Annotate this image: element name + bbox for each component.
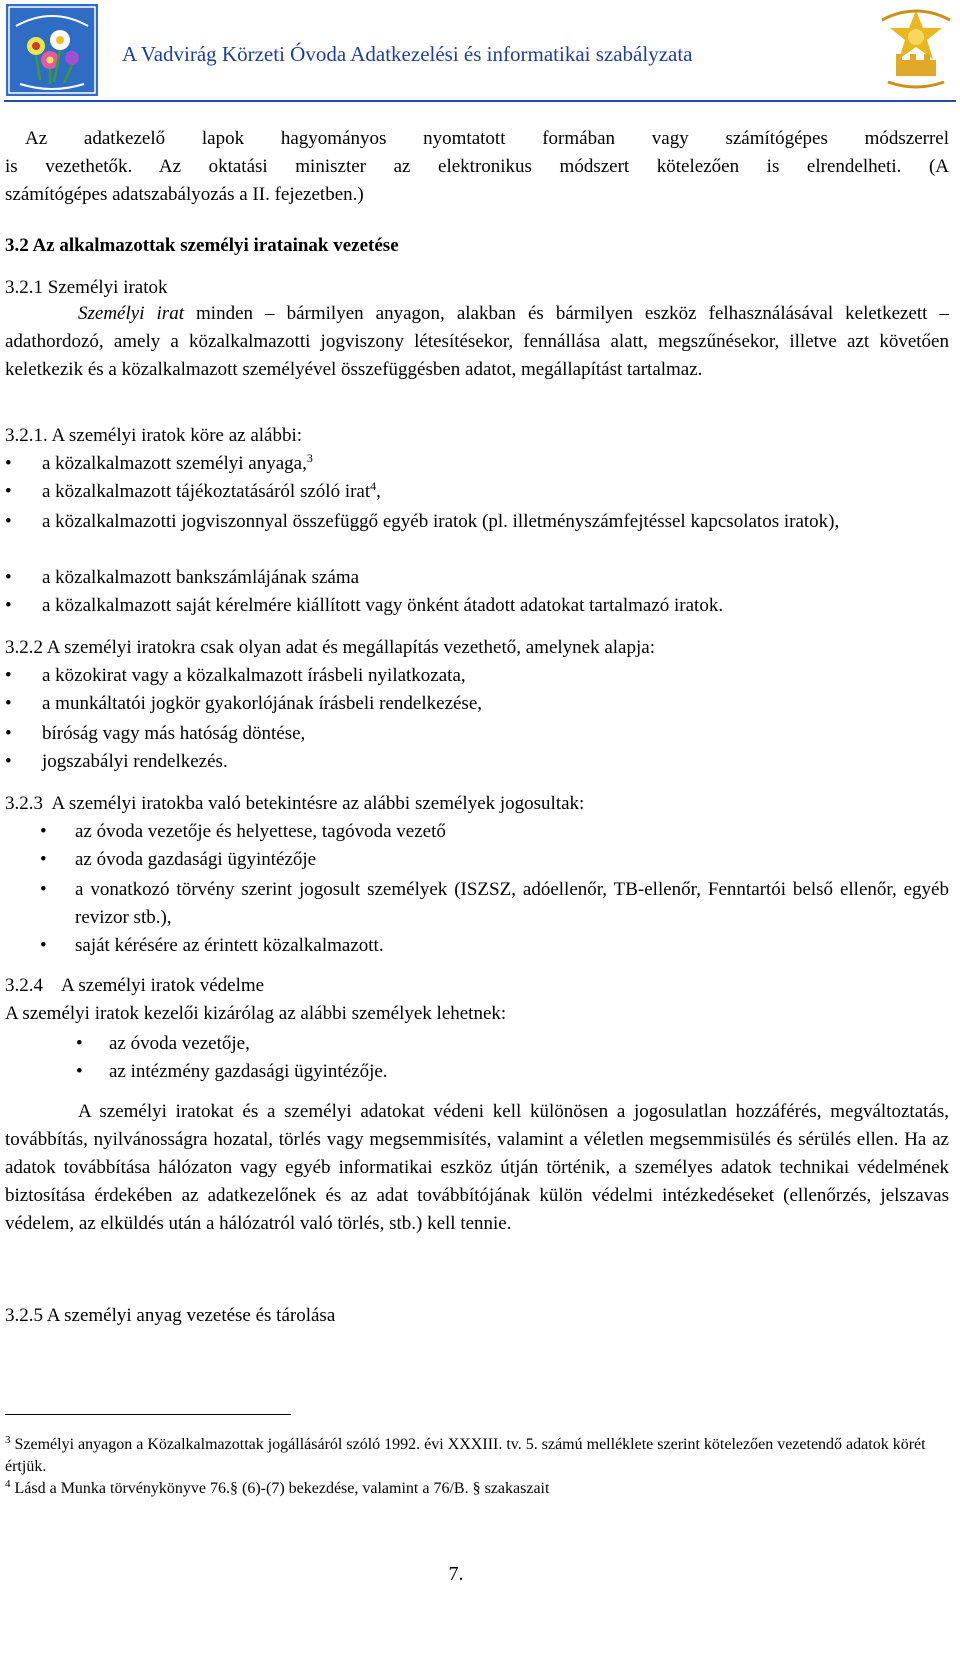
list-item-text: a közalkalmazott személyi anyaga,$^3$ (42, 451, 313, 474)
list-item-text: a vonatkozó törvény szerint jogosult személyek (ISZSZ, adóellenőr, TB-ellenőr, Fenntartói belső ellenőr, egyéb revizor stb.), (75, 879, 949, 928)
list-item (40, 846, 949, 874)
list-item (5, 690, 949, 718)
intro-line-1: Az adatkezelő lapok hagyományos nyomtatott formában vagy számítógépes módszerrel (25, 128, 949, 149)
bullet-icon: • (76, 1033, 83, 1054)
section-3-2-4-intro: A személyi iratok kezelői kizárólag az alábbi személyek lehetnek: (5, 1003, 507, 1024)
section-3-2-heading: 3.2 Az alkalmazottak személyi iratainak vezetése (5, 235, 399, 256)
list-item-text: a közokirat vagy a közalkalmazott írásbeli nyilatkozata, (42, 665, 466, 686)
section-3-2-1-paragraph (5, 300, 949, 384)
list-item (5, 592, 949, 620)
section-3-2-4-paragraph: A személyi iratokat és a személyi adatokat védeni kell különösen a jogosulatlan hozzáférés, megváltoztatás, továbbítás, nyilvánosságra hozatal, törlés vagy megsemmisítés, valamint a véletlen megsemmisülés és sérülés ellen. Ha az adatok továbbítása hálózaton vagy egyéb informatikai eszköz útján történik, a személyes adatok technikai védelmének biztosítása érdekében az adatkezelőnek és az adat továbbítójának külön védelmi intézkedéseket (ellenőrzés, jelszavas védelem, az elküldés után a hálózatról való törlés, stb.) kell tennie. (5, 1101, 949, 1234)
bullet-icon: • (5, 481, 12, 502)
bullet-icon: • (5, 595, 12, 616)
list-item-text: a közalkalmazott tájékoztatásáról szóló irat$^4$, (42, 479, 381, 502)
intro-line-2: is vezethetők. Az oktatási miniszter az elektronikus módszert kötelezően is elrendelheti. (A (5, 156, 949, 177)
footnote-mark: 3 (5, 1434, 11, 1446)
list-item (76, 1030, 949, 1058)
list-item-text: az óvoda gazdasági ügyintézője (75, 849, 317, 870)
list-item-text: a munkáltatói jogkör gyakorlójának írásbeli rendelkezése, (42, 693, 483, 714)
section-3-2-1-heading: 3.2.1 Személyi iratok (5, 277, 168, 298)
section-3-2-5-heading: 3.2.5 A személyi anyag vezetése és tárolása (5, 1305, 336, 1326)
intro-paragraph (5, 125, 949, 209)
bullet-icon: • (5, 751, 12, 772)
list-item (40, 932, 949, 960)
list-item (40, 818, 949, 846)
personal-document-term: Személyi irat (78, 303, 184, 324)
bullet-icon: • (40, 849, 47, 870)
list-item-text: a közalkalmazott bankszámlájának száma (42, 567, 360, 588)
page-header (0, 0, 960, 102)
list-item (5, 478, 949, 506)
intro-line-3: számítógépes adatszabályozás a II. fejezetben.) (5, 184, 364, 205)
csillagvar-logo (876, 4, 956, 92)
header-divider (4, 100, 956, 102)
footnote-text: Személyi anyagon a Közalkalmazottak jogállásáról szóló 1992. évi XXXIII. tv. 5. számú melléklete szerint kötelezően vezetendő adatok körét értjük. (5, 1436, 926, 1475)
bullet-icon: • (5, 511, 12, 532)
footnote-4 (5, 1478, 949, 1500)
section-3-2-2-intro: 3.2.2 A személyi iratokra csak olyan adat és megállapítás vezethető, amelynek alapja: (5, 637, 655, 658)
bullet-icon: • (5, 567, 12, 588)
list-item-text: bíróság vagy más hatóság döntése, (42, 723, 306, 744)
bullet-icon: • (5, 665, 12, 686)
vadvirag-logo (6, 4, 98, 96)
header-title: A Vadvirág Körzeti Óvoda Adatkezelési és informatikai szabályzata (122, 42, 693, 66)
list-item-text: az intézmény gazdasági ügyintézője. (109, 1061, 388, 1082)
list-item (5, 564, 949, 592)
section-3-2-3-intro: 3.2.3 A személyi iratokba való betekintésre az alábbi személyek jogosultak: (5, 793, 585, 814)
section-3-2-1-list-intro: 3.2.1. A személyi iratok köre az alábbi: (5, 425, 303, 446)
bullet-icon: • (40, 935, 47, 956)
list-item-text: az óvoda vezetője és helyettese, tagóvoda vezető (75, 821, 446, 842)
list-item-text: az óvoda vezetője, (109, 1033, 250, 1054)
list-item (5, 748, 949, 776)
list-item (40, 876, 949, 932)
list-item (5, 720, 949, 748)
list-item (5, 450, 949, 478)
bullet-icon: • (76, 1061, 83, 1082)
footnote-divider (5, 1414, 291, 1415)
list-item-text: saját kérésére az érintett közalkalmazott. (75, 935, 384, 956)
bullet-icon: • (40, 879, 47, 900)
footnote-mark: 4 (5, 1478, 11, 1490)
section-3-2-1-paragraph-text: minden – bármilyen anyagon, alakban és bármilyen eszköz felhasználásával keletkezett – adathordozó, amely a közalkalmazotti jogviszony létesítésekor, fennállása alatt, megszűnésekor, illetve azt követően keletkezik és a közalkalmazott személyével összefüggésben adatot, megállapítást tartalmaz. (5, 303, 949, 380)
list-item-text: a közalkalmazott saját kérelmére kiállított vagy önként átadott adatokat tartalmazó iratok. (42, 595, 724, 616)
list-item-text: a közalkalmazotti jogviszonnyal összefüggő egyéb iratok (pl. illetményszámfejtéssel kapcsolatos iratok), (42, 511, 840, 532)
bullet-icon: • (5, 453, 12, 474)
bullet-icon: • (40, 821, 47, 842)
page-number: 7. (448, 1563, 464, 1585)
bullet-icon: • (5, 723, 12, 744)
footnote-text: Lásd a Munka törvénykönyve 76.§ (6)-(7) bekezdése, valamint a 76/B. § szakaszait (14, 1480, 550, 1497)
list-item-text: jogszabályi rendelkezés. (42, 751, 228, 772)
footnote-3 (5, 1434, 949, 1478)
list-item (5, 508, 949, 536)
list-item (76, 1058, 949, 1086)
bullet-icon: • (5, 693, 12, 714)
section-3-2-4-heading: 3.2.4 A személyi iratok védelme (5, 975, 265, 996)
list-item (5, 662, 949, 690)
